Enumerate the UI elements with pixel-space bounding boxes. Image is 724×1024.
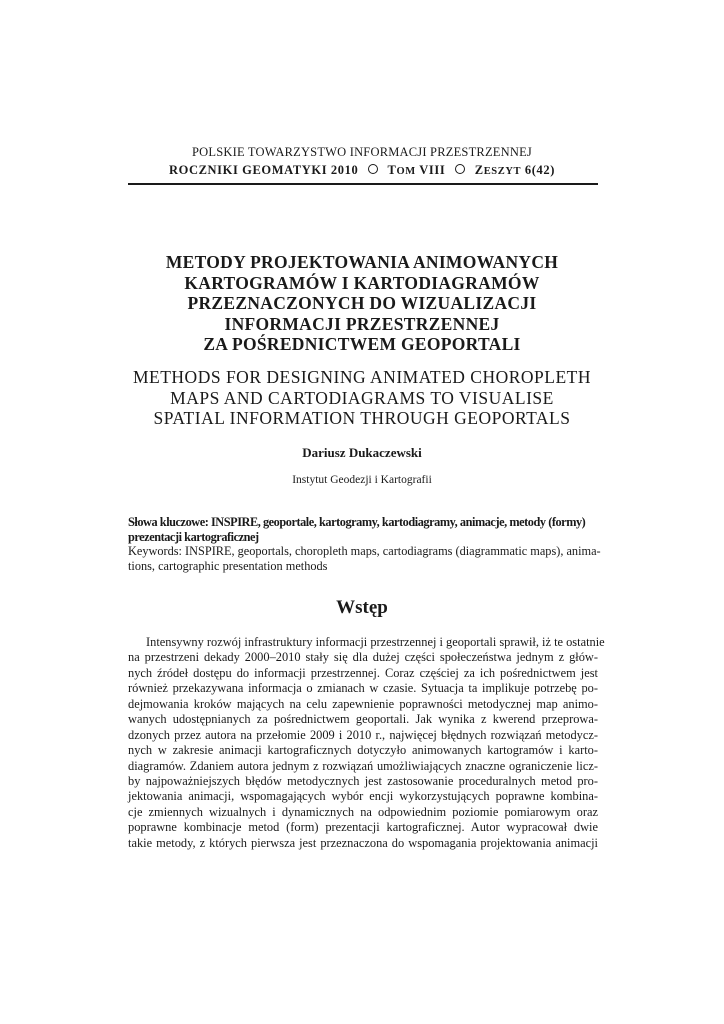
issue-number: 6(42): [524, 163, 555, 177]
keywords-english-line: tions, cartographic presentation methods: [128, 558, 328, 573]
paragraph-line: Intensywny rozwój infrastruktury informacji przestrzennej i geoportali sprawił, iż te ostatnie: [146, 635, 605, 649]
body-paragraph: [128, 635, 605, 851]
paragraph-line: dzonych przez autora na przełomie 2009 i 2010 r., najwięcej błędnych rozwiązań metodycz-: [128, 727, 598, 742]
title-line: MAPS AND CARTODIAGRAMS TO VISUALISE: [170, 387, 554, 408]
paragraph-line: jektowania animacji, wspomagających wybór encji wykorzystujących poprawne kombina-: [128, 789, 598, 804]
paragraph-line: wanych udostępnianych za pośrednictwem geoportali. Jak wynika z kwerend przeprowa-: [128, 712, 598, 727]
issue-label: ZESZYT: [474, 163, 522, 177]
title-line: METODY PROJEKTOWANIA ANIMOWANYCH: [165, 252, 559, 272]
journal-organization: POLSKIE TOWARZYSTWO INFORMACJI PRZESTRZENNEJ: [192, 145, 532, 159]
paragraph-line: cje zmiennych wizualnych i dynamicznych na odpowiednim poziomie pomiarowym oraz: [128, 804, 598, 819]
paragraph-line: nych w zakresie animacji kartograficznych dotyczyło animowanych kartogramów i karto-: [128, 743, 598, 758]
paragraph-line: na przestrzeni dekady 2000–2010 stały się dla dużej części społeczeństwa jednym z głów-: [128, 650, 598, 665]
paragraph-line: również przekazywana informacja o zmianach w czasie. Sytuacja ta implikuje potrzebę po-: [128, 681, 598, 696]
paragraph-line: takie metody, z których pierwsza jest przeznaczona do wspomagania projektowania animacji: [128, 835, 598, 850]
title-line: METHODS FOR DESIGNING ANIMATED CHOROPLETH: [132, 367, 591, 387]
paragraph-line: nych źródeł dostępu do informacji przestrzennej. Coraz częściej za ich pośrednictwem jest: [128, 665, 598, 680]
author-affiliation: Instytut Geodezji i Kartografii: [292, 474, 432, 486]
paragraph-line: dejmowania kroków mających na celu zapewnienie poprawności metodycznej map animo-: [128, 696, 598, 711]
circle-separator-icon: [368, 164, 378, 174]
paragraph-line: by najpoważniejszych błędów metodycznych jest zastosowanie proceduralnych metod pro-: [128, 773, 598, 788]
journal-name: ROCZNIKI GEOMATYKI 2010: [169, 163, 359, 177]
keywords-block: [128, 515, 601, 573]
paragraph-line: poprawne kombinacje metod (form) prezentacji kartograficznej. Autor wypracował dwie: [128, 820, 598, 835]
title-line: SPATIAL INFORMATION THROUGH GEOPORTALS: [153, 408, 571, 428]
title-line: ZA POŚREDNICTWEM GEOPORTALI: [203, 334, 521, 354]
keywords-polish-line: Słowa kluczowe: INSPIRE, geoportale, kartogramy, kartodiagramy, animacje, metody (formy): [128, 515, 586, 529]
keywords-polish-line: prezentacji kartograficznej: [128, 529, 259, 544]
volume-number: VIII: [419, 163, 446, 177]
title-english: [128, 367, 596, 429]
title-line: INFORMACJI PRZESTRZENNEJ: [224, 313, 500, 334]
keywords-english-line: Keywords: INSPIRE, geoportals, choropleth maps, cartodiagrams (diagrammatic maps), anima-: [128, 544, 601, 558]
header-divider: [128, 183, 598, 185]
circle-separator-icon: [455, 164, 465, 174]
title-polish: [128, 252, 596, 355]
author-name: Dariusz Dukaczewski: [302, 445, 422, 460]
paragraph-line: diagramów. Zdaniem autora jednym z rozwiązań umożliwiających znaczne ograniczenie licz-: [128, 758, 598, 773]
journal-issue-line: [128, 163, 596, 178]
title-line: PRZEZNACZONYCH DO WIZUALIZACJI: [187, 293, 537, 313]
title-line: KARTOGRAMÓW I KARTODIAGRAMÓW: [184, 272, 540, 293]
volume-label: TOM: [387, 163, 416, 177]
section-heading: Wstęp: [336, 597, 388, 618]
